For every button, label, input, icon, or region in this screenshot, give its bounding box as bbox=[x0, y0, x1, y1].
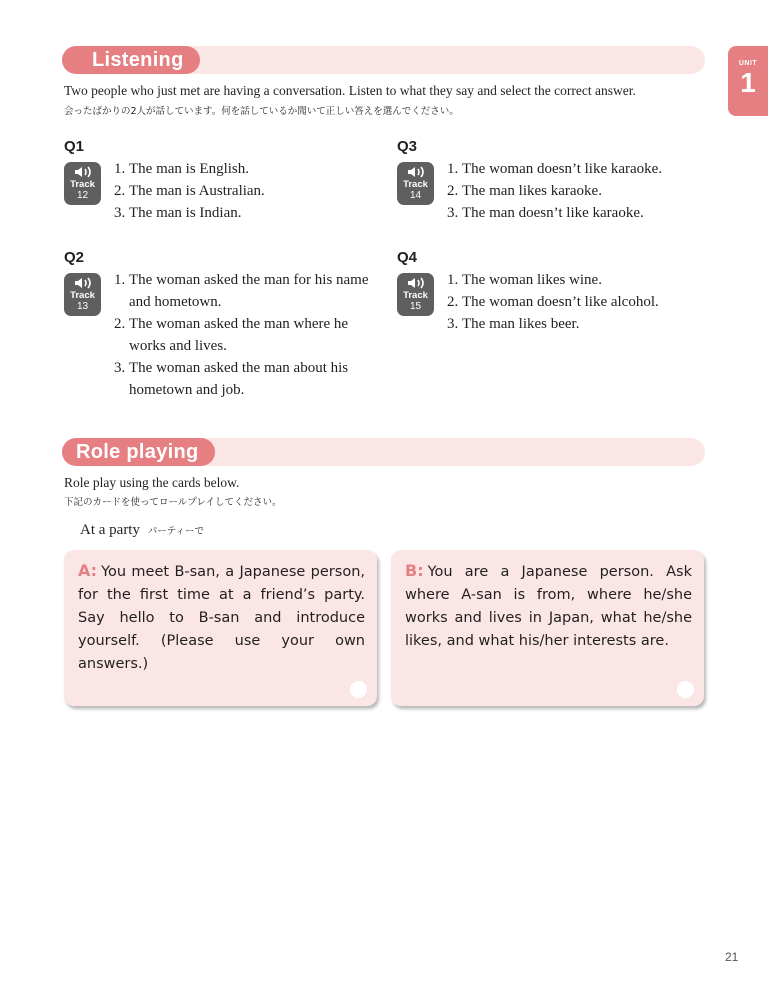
option-text: The woman asked the man about his hometown and job. bbox=[129, 360, 349, 398]
track-word: Track bbox=[403, 179, 428, 190]
listening-title: Listening bbox=[62, 46, 200, 74]
unit-number: 1 bbox=[740, 67, 756, 98]
answer-list bbox=[114, 269, 369, 401]
answer-option[interactable] bbox=[114, 202, 364, 224]
track-number: 14 bbox=[409, 190, 422, 201]
card-text: You are a Japanese person. Ask where A-san is from, where he/she works and lives in Japan, what he/she likes, and what his/her interests are. bbox=[405, 564, 692, 649]
answer-option[interactable] bbox=[447, 269, 707, 291]
answer-list bbox=[114, 158, 364, 224]
answer-option[interactable] bbox=[447, 158, 707, 180]
track-number: 12 bbox=[76, 190, 89, 201]
option-text: The man likes beer. bbox=[462, 316, 580, 332]
speaker-icon bbox=[397, 165, 434, 179]
question-label: Q1 bbox=[64, 138, 85, 155]
answer-option[interactable] bbox=[114, 180, 364, 202]
unit-label: UNIT bbox=[738, 60, 758, 67]
answer-option[interactable] bbox=[447, 180, 707, 202]
role-card-b bbox=[391, 550, 704, 706]
listening-instruction: Two people who just met are having a conversation. Listen to what they say and select the correct answer. bbox=[64, 83, 636, 98]
track-play-button[interactable] bbox=[64, 273, 101, 316]
option-number: 3. bbox=[447, 316, 459, 332]
role-playing-instruction-jp: 下記のカードを使ってロールプレイしてください。 bbox=[64, 497, 282, 508]
card-label: B: bbox=[405, 561, 424, 580]
option-number: 2. bbox=[114, 316, 126, 332]
question-label: Q3 bbox=[397, 138, 418, 155]
answer-option[interactable] bbox=[447, 291, 707, 313]
option-number: 1. bbox=[447, 272, 459, 288]
speaker-icon bbox=[397, 276, 434, 290]
track-word: Track bbox=[70, 179, 95, 190]
track-word: Track bbox=[403, 290, 428, 301]
option-number: 1. bbox=[114, 161, 126, 177]
answer-list bbox=[447, 269, 707, 335]
option-text: The woman doesn’t like alcohol. bbox=[462, 294, 659, 310]
option-number: 3. bbox=[114, 205, 126, 221]
answer-option[interactable] bbox=[447, 313, 707, 335]
scenario-context bbox=[80, 522, 204, 539]
context-text: At a party bbox=[80, 522, 140, 538]
listening-header bbox=[62, 46, 705, 74]
card-label: A: bbox=[78, 561, 98, 580]
option-number: 2. bbox=[114, 183, 126, 199]
answer-option[interactable] bbox=[114, 357, 369, 401]
role-playing-instruction: Role play using the cards below. bbox=[64, 475, 240, 490]
question-label: Q2 bbox=[64, 249, 85, 266]
answer-option[interactable] bbox=[114, 313, 369, 357]
track-play-button[interactable] bbox=[397, 273, 434, 316]
speaker-icon bbox=[64, 276, 101, 290]
option-text: The woman asked the man where he works and lives. bbox=[129, 316, 349, 354]
option-text: The man likes karaoke. bbox=[462, 183, 602, 199]
option-text: The man is English. bbox=[129, 161, 249, 177]
context-text-jp: パーティーで bbox=[147, 526, 204, 537]
answer-option[interactable] bbox=[447, 202, 707, 224]
option-number: 3. bbox=[447, 205, 459, 221]
question-label: Q4 bbox=[397, 249, 418, 266]
role-playing-header bbox=[62, 438, 705, 466]
option-number: 1. bbox=[114, 272, 126, 288]
option-text: The woman likes wine. bbox=[462, 272, 602, 288]
answer-list bbox=[447, 158, 707, 224]
card-hole bbox=[350, 681, 367, 698]
speaker-icon bbox=[64, 165, 101, 179]
option-number: 3. bbox=[114, 360, 126, 376]
option-number: 2. bbox=[447, 183, 459, 199]
track-play-button[interactable] bbox=[64, 162, 101, 205]
role-card-a bbox=[64, 550, 377, 706]
option-text: The woman asked the man for his name and hometown. bbox=[129, 272, 369, 310]
answer-option[interactable] bbox=[114, 269, 369, 313]
option-text: The woman doesn’t like karaoke. bbox=[462, 161, 663, 177]
page-number: 21 bbox=[725, 950, 739, 964]
card-text: You meet B-san, a Japanese person, for the first time at a friend’s party. Say hello to B-san and introduce yourself. (Please use your own answers.) bbox=[78, 564, 365, 672]
role-playing-title: Role playing bbox=[62, 438, 215, 466]
card-hole bbox=[677, 681, 694, 698]
option-text: The man is Australian. bbox=[129, 183, 265, 199]
option-number: 1. bbox=[447, 161, 459, 177]
unit-tab bbox=[728, 46, 768, 116]
listening-instruction-jp: 会ったばかりの2人が話しています。何を話しているか聞いて正しい答えを選んでください。 bbox=[64, 106, 459, 117]
option-text: The man doesn’t like karaoke. bbox=[462, 205, 644, 221]
track-word: Track bbox=[70, 290, 95, 301]
answer-option[interactable] bbox=[114, 158, 364, 180]
option-text: The man is Indian. bbox=[129, 205, 242, 221]
track-number: 15 bbox=[409, 301, 422, 312]
track-play-button[interactable] bbox=[397, 162, 434, 205]
option-number: 2. bbox=[447, 294, 459, 310]
track-number: 13 bbox=[76, 301, 89, 312]
